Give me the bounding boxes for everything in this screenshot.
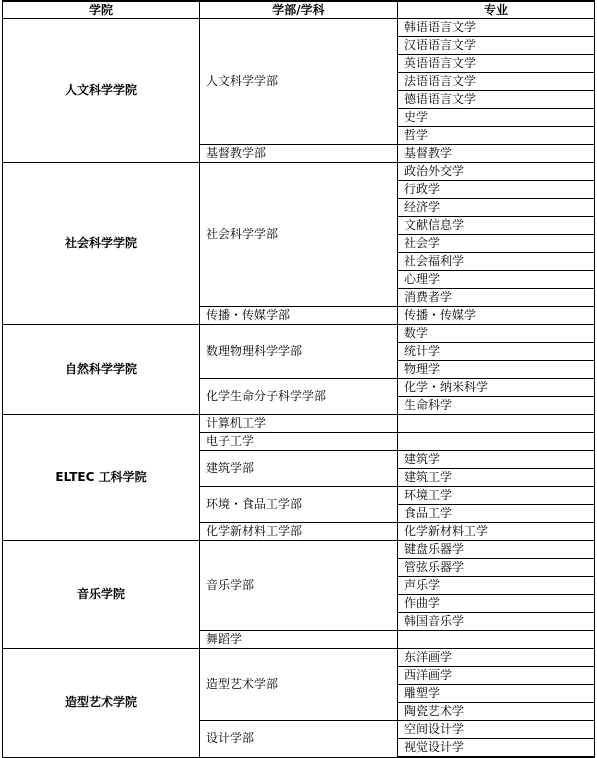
- table-row: [3, 541, 595, 559]
- department-cell: 化学新材料工学部: [200, 523, 398, 541]
- major-cell: 文献信息学: [398, 217, 595, 235]
- major-cell: 食品工学: [398, 505, 595, 523]
- college-name-cell: 社会科学学院: [3, 163, 200, 325]
- major-cell: 空间设计学: [398, 721, 595, 739]
- major-cell: [398, 415, 595, 433]
- table-row: [3, 649, 595, 667]
- department-cell: 数理物理科学学部: [200, 325, 398, 379]
- header-college: 学院: [3, 1, 200, 19]
- major-cell: 东洋画学: [398, 649, 595, 667]
- header-row: [3, 1, 595, 19]
- table-row: [3, 325, 595, 343]
- header-department: 学部/学科: [200, 1, 398, 19]
- major-cell: 心理学: [398, 271, 595, 289]
- major-cell: 建筑工学: [398, 469, 595, 487]
- major-cell: 化学・纳米科学: [398, 379, 595, 397]
- table-row: [3, 19, 595, 37]
- major-cell: 作曲学: [398, 595, 595, 613]
- college-name-cell: 自然科学学院: [3, 325, 200, 415]
- major-cell: 韩国音乐学: [398, 613, 595, 631]
- department-cell: 舞蹈学: [200, 631, 398, 649]
- major-cell: 环境工学: [398, 487, 595, 505]
- major-cell: 消费者学: [398, 289, 595, 307]
- major-cell: 社会学: [398, 235, 595, 253]
- department-cell: 造型艺术学部: [200, 649, 398, 721]
- table-body: [3, 19, 595, 758]
- department-cell: 计算机工学: [200, 415, 398, 433]
- college-major-table: [2, 0, 595, 758]
- major-cell: 陶瓷艺术学: [398, 703, 595, 721]
- department-cell: 基督教学部: [200, 145, 398, 163]
- major-cell: 史学: [398, 109, 595, 127]
- college-name-cell: 人文科学学院: [3, 19, 200, 163]
- major-cell: 统计学: [398, 343, 595, 361]
- major-cell: 法语语言文学: [398, 73, 595, 91]
- major-cell: 韩语语言文学: [398, 19, 595, 37]
- major-cell: 化学新材料工学: [398, 523, 595, 541]
- major-cell: 管弦乐器学: [398, 559, 595, 577]
- major-cell: 德语语言文学: [398, 91, 595, 109]
- major-cell: 视觉设计学: [398, 739, 595, 758]
- table-header: [3, 1, 595, 19]
- major-cell: 声乐学: [398, 577, 595, 595]
- department-cell: 传播・传媒学部: [200, 307, 398, 325]
- department-cell: 化学生命分子科学学部: [200, 379, 398, 415]
- major-cell: 政治外交学: [398, 163, 595, 181]
- major-cell: 数学: [398, 325, 595, 343]
- major-cell: 键盘乐器学: [398, 541, 595, 559]
- department-cell: 社会科学学部: [200, 163, 398, 307]
- department-cell: 设计学部: [200, 721, 398, 758]
- major-cell: [398, 433, 595, 451]
- major-cell: 社会福利学: [398, 253, 595, 271]
- major-cell: 西洋画学: [398, 667, 595, 685]
- department-cell: 建筑学部: [200, 451, 398, 487]
- header-major: 专业: [398, 1, 595, 19]
- major-cell: 英语语言文学: [398, 55, 595, 73]
- major-cell: 建筑学: [398, 451, 595, 469]
- major-cell: 雕塑学: [398, 685, 595, 703]
- department-cell: 电子工学: [200, 433, 398, 451]
- major-cell: 哲学: [398, 127, 595, 145]
- major-cell: 传播・传媒学: [398, 307, 595, 325]
- major-cell: 行政学: [398, 181, 595, 199]
- major-cell: 物理学: [398, 361, 595, 379]
- major-cell: 汉语语言文学: [398, 37, 595, 55]
- department-cell: 人文科学学部: [200, 19, 398, 145]
- major-cell: 基督教学: [398, 145, 595, 163]
- college-name-cell: 造型艺术学院: [3, 649, 200, 758]
- college-name-cell: ELTEC 工科学院: [3, 415, 200, 541]
- major-cell: 经济学: [398, 199, 595, 217]
- department-cell: 音乐学部: [200, 541, 398, 631]
- major-cell: 生命科学: [398, 397, 595, 415]
- table-row: [3, 163, 595, 181]
- table-row: [3, 415, 595, 433]
- department-cell: 环境・食品工学部: [200, 487, 398, 523]
- major-cell: [398, 631, 595, 649]
- college-name-cell: 音乐学院: [3, 541, 200, 649]
